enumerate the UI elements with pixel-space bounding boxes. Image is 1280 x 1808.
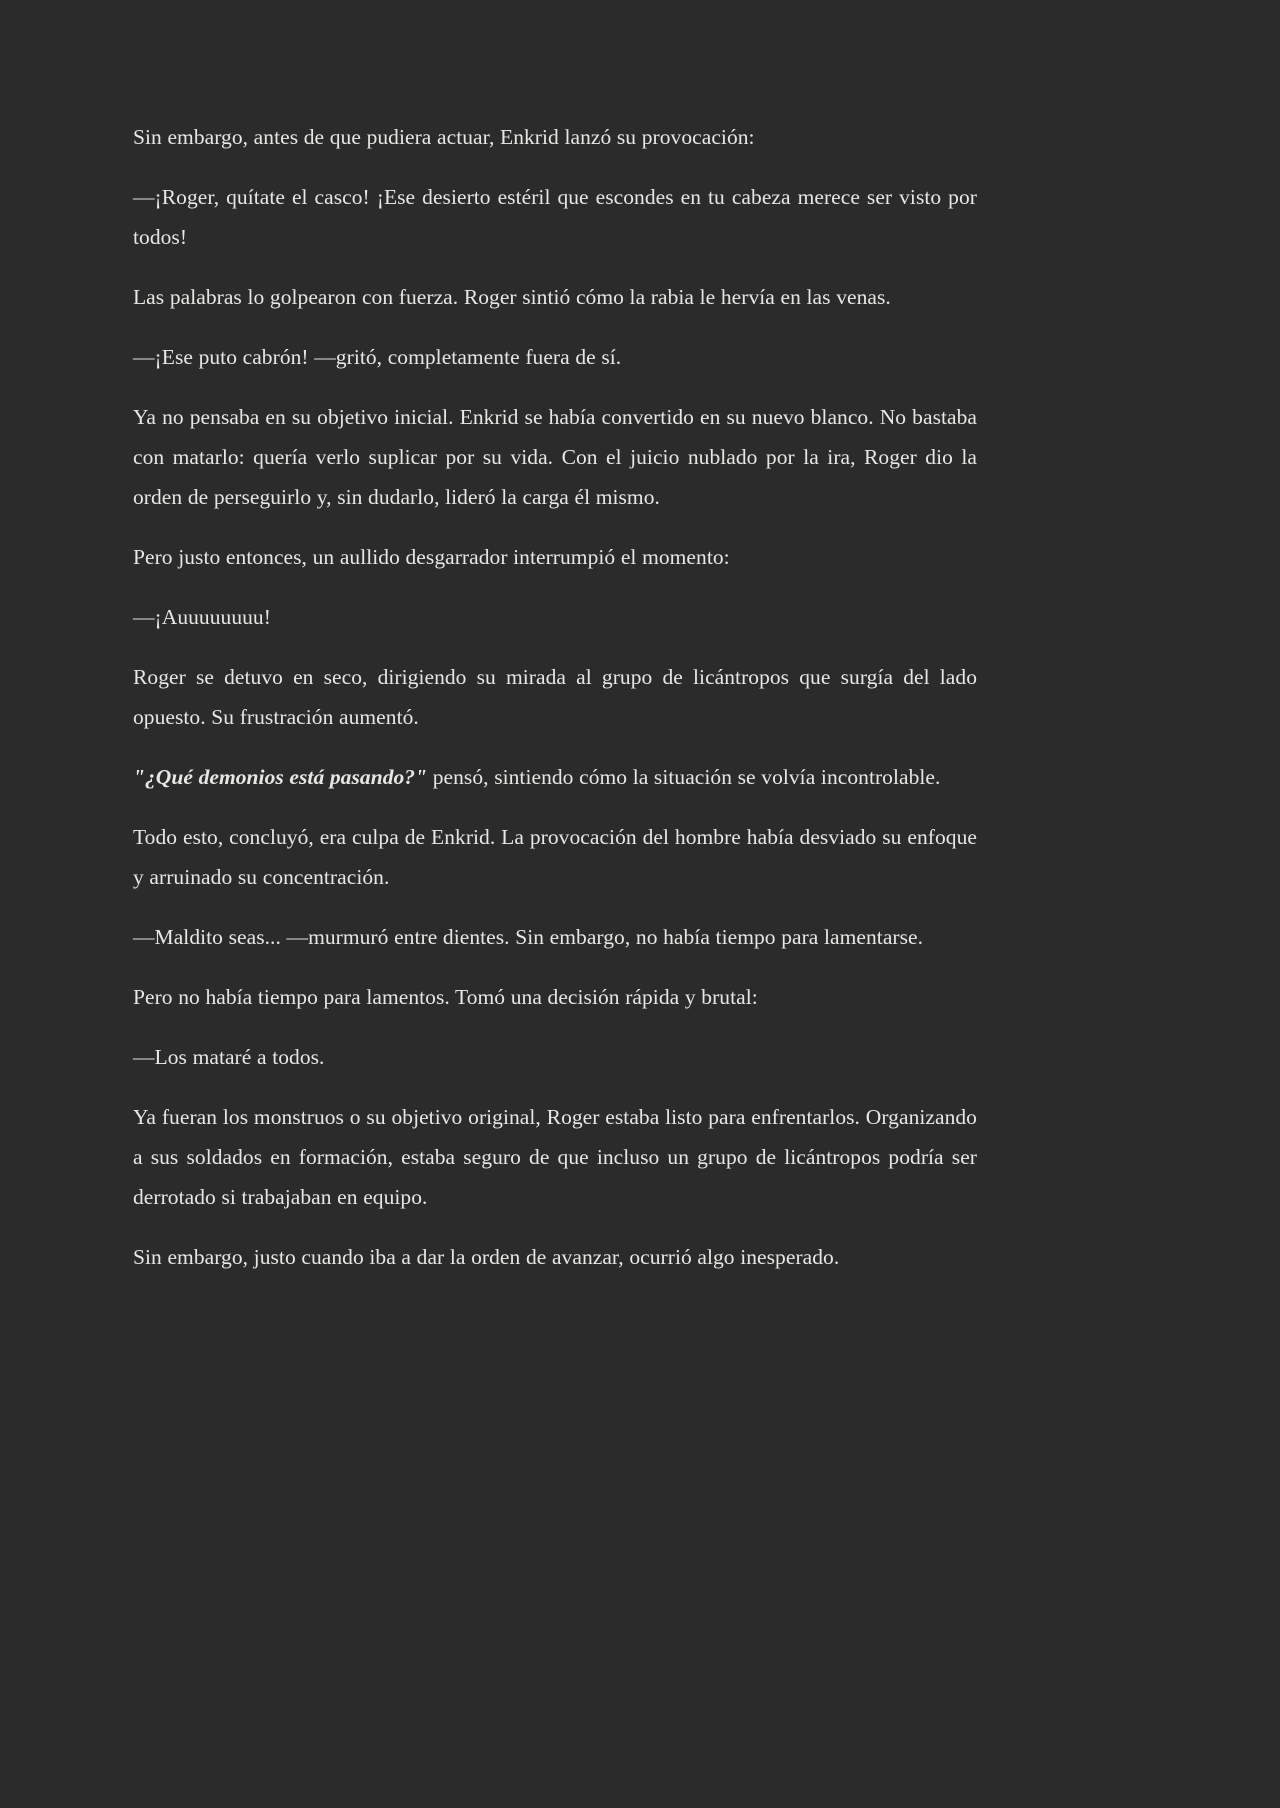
- paragraph: Roger se detuvo en seco, dirigiendo su mirada al grupo de licántropos que surgía del lado opuesto. Su frustración aumentó.: [133, 665, 977, 729]
- paragraph: Ya no pensaba en su objetivo inicial. Enkrid se había convertido en su nuevo blanco. No bastaba con matarlo: quería verlo suplicar por su vida. Con el juicio nublado por la ira, Roger dio la orden de perseguirlo y, sin dudarlo, lideró la carga él mismo.: [133, 405, 977, 509]
- paragraph: —¡Roger, quítate el casco! ¡Ese desierto estéril que escondes en tu cabeza merece ser visto por todos!: [133, 185, 977, 249]
- paragraph: Todo esto, concluyó, era culpa de Enkrid. La provocación del hombre había desviado su enfoque y arruinado su concentración.: [133, 825, 977, 889]
- paragraph: —Los mataré a todos.: [133, 1045, 325, 1069]
- inner-thought-quote: "¿Qué demonios está pasando?": [133, 765, 428, 789]
- paragraph: —¡Ese puto cabrón! —gritó, completamente fuera de sí.: [133, 345, 622, 369]
- paragraph: Las palabras lo golpearon con fuerza. Roger sintió cómo la rabia le hervía en las venas.: [133, 285, 891, 309]
- paragraph: Pero no había tiempo para lamentos. Tomó una decisión rápida y brutal:: [133, 985, 758, 1009]
- paragraph-remainder: pensó, sintiendo cómo la situación se volvía incontrolable.: [427, 765, 941, 789]
- paragraph: Pero justo entonces, un aullido desgarrador interrumpió el momento:: [133, 545, 730, 569]
- paragraph-with-inner-thought: [133, 757, 977, 797]
- paragraph: —Maldito seas... —murmuró entre dientes. Sin embargo, no había tiempo para lamentarse.: [133, 925, 924, 949]
- chapter-text-body: [133, 117, 977, 1277]
- paragraph: Sin embargo, justo cuando iba a dar la orden de avanzar, ocurrió algo inesperado.: [133, 1245, 840, 1269]
- paragraph: Sin embargo, antes de que pudiera actuar, Enkrid lanzó su provocación:: [133, 125, 755, 149]
- paragraph: —¡Auuuuuuuu!: [133, 605, 271, 629]
- paragraph: Ya fueran los monstruos o su objetivo original, Roger estaba listo para enfrentarlos. Organizando a sus soldados en formación, estaba seguro de que incluso un grupo de licántropos podría ser derrotado si trabajaban en equipo.: [133, 1105, 977, 1209]
